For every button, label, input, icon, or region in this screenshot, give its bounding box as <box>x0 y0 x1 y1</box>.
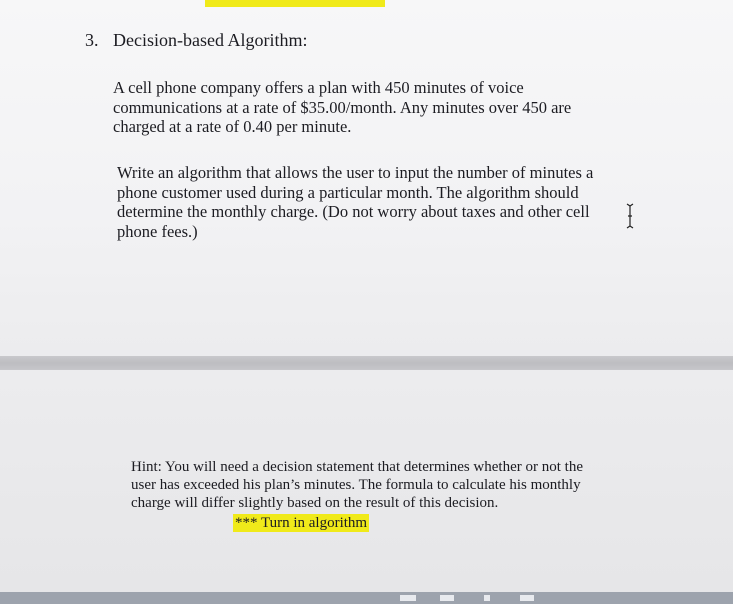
text-line: communications at a rate of $35.00/month. Any minutes over 450 are <box>113 97 572 117</box>
bottom-toolbar-strip <box>0 592 733 604</box>
slide-divider <box>0 356 733 370</box>
highlighted-heading-fragment <box>205 0 385 7</box>
text-line: phone customer used during a particular month. The algorithm should <box>117 182 579 202</box>
text-line: phone fees.) <box>117 221 198 241</box>
question-title: Decision-based Algorithm: <box>113 30 308 50</box>
question-number: 3. <box>85 30 99 50</box>
hint-text[interactable] <box>131 458 671 512</box>
text-line: determine the monthly charge. (Do not worry about taxes and other cell <box>117 202 590 221</box>
text-line: Hint: You will need a decision statement that determines whether or not the <box>131 459 583 475</box>
turn-in-note: *** Turn in algorithm <box>235 515 368 531</box>
text-line: charge will differ slightly based on the result of this decision. <box>131 495 499 511</box>
text-line: charged at a rate of 0.40 per minute. <box>113 117 352 136</box>
text-cursor-icon <box>626 203 636 229</box>
text-line: Write an algorithm that allows the user to input the number of minutes a <box>117 163 594 182</box>
task-instructions[interactable] <box>117 163 657 241</box>
problem-description[interactable] <box>113 78 653 137</box>
text-line: A cell phone company offers a plan with 450 minutes of voice <box>113 78 524 97</box>
text-line: user has exceeded his plan’s minutes. The formula to calculate his monthly <box>131 477 581 493</box>
